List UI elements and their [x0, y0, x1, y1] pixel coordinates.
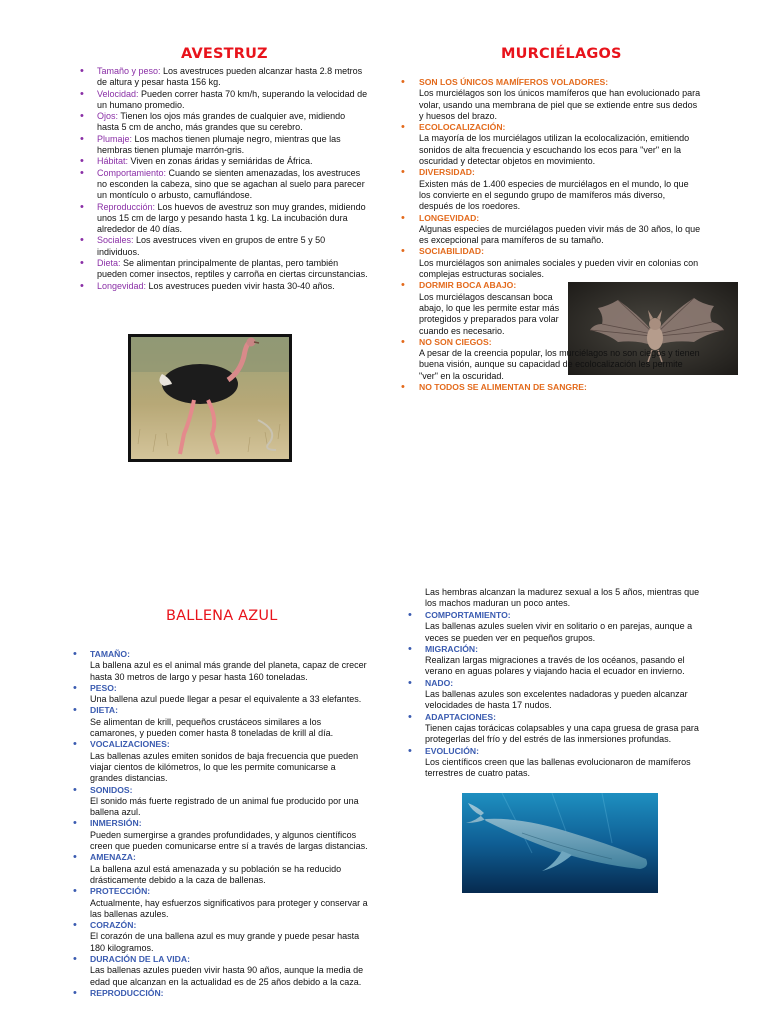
fact-key: • SOCIABILIDAD: [419, 246, 484, 257]
bats-title: MURCIÉLAGOS [501, 46, 622, 62]
whale-fact [425, 678, 700, 712]
fact-key: • EVOLUCIÓN: [425, 745, 479, 756]
ostrich-fact [97, 111, 369, 134]
fact-text: Pueden sumergirse a grandes profundidades, y algunos científicos creen que pueden comunicarse entre sí a través de largas distancias. [90, 829, 368, 852]
fact-text: Los avestruces viven en grupos de entre 5 y 50 individuos. [97, 235, 326, 257]
bat-fact [419, 213, 701, 247]
whale-fact [90, 818, 370, 852]
ostrich-fact [97, 66, 369, 89]
fact-key: Dieta: [97, 258, 121, 269]
fact-key: • NO SON CIEGOS: [419, 336, 492, 347]
bat-fact [419, 122, 701, 167]
fact-text: Existen más de 1.400 especies de murciélagos en el mundo, lo que los convierte en el segundo grupo de mamíferos más diverso, después de los roedores. [419, 178, 689, 212]
fact-text: La mayoría de los murciélagos utilizan la ecolocalización, emitiendo sonidos de alta frecuencia y escuchando los ecos para "ver" en la oscuridad y detectar objetos en movimiento. [419, 133, 690, 167]
fact-text: Los murciélagos son los únicos mamíferos que han evolucionado para volar, usando una membrana de piel que se extiende entre sus dedos y huesos del brazo. [419, 88, 701, 121]
fact-text: El corazón de una ballena azul es muy grande y puede pesar hasta 180 kilogramos. [90, 931, 360, 953]
fact-text: Las ballenas azules pueden vivir hasta 90 años, aunque la media de edad que alcanzan en la actualidad es de 25 años debido a la caza. [90, 965, 364, 987]
bat-facts-list [419, 77, 701, 393]
ostrich-title: AVESTRUZ [181, 46, 268, 62]
fact-key: • PROTECCIÓN: [90, 886, 151, 897]
fact-text: Se alimentan principalmente de plantas, pero también pueden comer insectos, reptiles y carroña en ciertas circunstancias. [97, 258, 368, 280]
ostrich-fact [97, 168, 369, 202]
ostrich-photo [128, 334, 292, 462]
whale-fact [425, 712, 700, 746]
ostrich-fact [97, 134, 369, 157]
whale-fact [90, 852, 370, 886]
fact-key: • MIGRACIÓN: [425, 643, 478, 654]
ostrich-facts-list [97, 66, 369, 292]
whale-title: BALLENA AZUL [166, 608, 278, 624]
fact-text: Se alimentan de krill, pequeños crustáceos similares a los camarones, y pueden comer hasta 8 toneladas de krill al día. [90, 716, 334, 739]
fact-key: • REPRODUCCIÓN: [90, 987, 164, 998]
fact-text: La ballena azul está amenazada y su población se ha reducido drásticamente debido a la caza de ballenas. [90, 863, 342, 885]
fact-key: Comportamiento: [97, 167, 167, 178]
bat-fact [419, 382, 701, 393]
fact-key: • COMPORTAMIENTO: [425, 610, 511, 620]
fact-key: • INMERSIÓN: [90, 818, 142, 829]
fact-text: El sonido más fuerte registrado de un animal fue producido por una ballena azul. [90, 795, 359, 818]
whale-fact [90, 649, 370, 683]
fact-key: • SON LOS ÚNICOS MAMÍFEROS VOLADORES: [419, 77, 609, 87]
fact-text: Los avestruces pueden alcanzar hasta 2.8 metros de altura y pesar hasta 156 kg. [97, 66, 363, 88]
bat-fact [419, 337, 701, 382]
fact-key: • NO TODOS SE ALIMENTAN DE SANGRE: [419, 382, 587, 393]
fact-key: Sociales: [97, 235, 134, 246]
whale-fact [90, 739, 370, 784]
fact-text: Los machos tienen plumaje negro, mientras que las hembras tienen plumaje marrón-gris. [97, 133, 341, 156]
fact-key: • PESO: [90, 682, 117, 693]
fact-key: Hábitat: [97, 156, 129, 167]
whale-fact [425, 644, 700, 678]
ostrich-fact [97, 202, 369, 236]
bat-fact [419, 280, 701, 336]
fact-text: Las ballenas azules suelen vivir en solitario o en parejas, aunque a veces se pueden ver en pequeños grupos. [425, 621, 693, 643]
fact-key: Tamaño y peso: [97, 66, 161, 76]
ostrich-fact [97, 89, 369, 112]
fact-key: Velocidad: [97, 88, 139, 99]
fact-text: Cuando se sienten amenazadas, los avestruces no esconden la cabeza, sino que se agachan al suelo para parecer un montículo o arbusto, camuflándose. [97, 167, 365, 201]
fact-text: Los científicos creen que las ballenas evolucionaron de mamíferos terrestres de cuatro patas. [425, 756, 691, 779]
ostrich-fact [97, 258, 369, 281]
fact-text: Actualmente, hay esfuerzos significativos para proteger y conservar a las ballenas azules. [90, 897, 368, 919]
whale-illustration [462, 793, 658, 893]
fact-text: Los huevos de avestruz son muy grandes, midiendo unos 15 cm de largo y pesando hasta 1 kg. La incubación dura alrededor de 40 días. [97, 201, 366, 235]
fact-key: • VOCALIZACIONES: [90, 739, 170, 750]
fact-key: • NADO: [425, 677, 454, 688]
fact-text: Los murciélagos son animales sociales y pueden vivir en colonias con complejas estructuras sociales. [419, 257, 699, 280]
fact-text: Algunas especies de murciélagos pueden vivir más de 30 años, lo que es excepcional para mamíferos de su tamaño. [419, 223, 701, 246]
fact-text: La ballena azul es el animal más grande del planeta, capaz de crecer hasta 30 metros de largo y pesar hasta 160 toneladas. [90, 660, 367, 682]
fact-key: • DORMIR BOCA ABAJO: [419, 280, 517, 291]
fact-key: • ADAPTACIONES: [425, 711, 496, 722]
whale-fact [90, 705, 370, 739]
ostrich-fact [97, 235, 369, 258]
whale-fact [90, 886, 370, 920]
fact-key: • ECOLOCALIZACIÓN: [419, 122, 506, 133]
fact-key: Reproducción: [97, 201, 156, 212]
fact-text: Realizan largas migraciones a través de los océanos, pasando el verano en aguas polares y viajando hacia el ecuador en invierno. [425, 655, 685, 677]
fact-key: • AMENAZA: [90, 852, 136, 863]
fact-key: • TAMAÑO: [90, 649, 130, 659]
whale-fact [90, 683, 370, 706]
whale-fact [90, 988, 370, 999]
fact-key: • DURACIÓN DE LA VIDA: [90, 954, 190, 965]
whale-fact [90, 785, 370, 819]
bat-fact [419, 77, 701, 122]
fact-key: Ojos: [97, 111, 119, 122]
ostrich-illustration [128, 334, 292, 462]
whale-photo [462, 793, 658, 893]
bat-fact [419, 167, 701, 212]
whale-facts-list-continued [425, 610, 700, 779]
fact-text: Viven en zonas áridas y semiáridas de África. [128, 156, 313, 167]
whale-continued-text: Las hembras alcanzan la madurez sexual a los 5 años, mientras que los machos maduran un poco antes. [425, 587, 700, 609]
fact-key: • SONIDOS: [90, 784, 133, 795]
fact-text: Tienen los ojos más grandes de cualquier ave, midiendo hasta 5 cm de ancho, más grandes que su cerebro. [97, 111, 346, 133]
fact-key: • DIVERSIDAD: [419, 167, 475, 178]
fact-key: Plumaje: [97, 133, 133, 144]
ostrich-fact [97, 281, 369, 292]
fact-text: Las ballenas azules emiten sonidos de baja frecuencia que pueden viajar cientos de kilómetros, lo que les permite comunicarse a grandes distancias. [90, 750, 359, 784]
fact-text: Las ballenas azules son excelentes nadadoras y pueden alcanzar velocidades de hasta 17 nudos. [425, 689, 688, 711]
fact-text: Una ballena azul puede llegar a pesar el equivalente a 33 elefantes. [90, 694, 362, 705]
whale-fact [90, 954, 370, 988]
fact-text: Los murciélagos descansan boca abajo, lo que les permite estar más protegidos y preparados para volar cuando es necesario. [419, 291, 560, 336]
fact-text: Los avestruces pueden vivir hasta 30-40 años. [146, 280, 335, 291]
fact-text: Tienen cajas torácicas colapsables y una capa gruesa de grasa para protegerlas del frío y del estrés de las inmersiones profundas. [425, 722, 699, 745]
fact-key: • CORAZÓN: [90, 920, 137, 931]
fact-text: Pueden correr hasta 70 km/h, superando la velocidad de un humano promedio. [97, 88, 368, 110]
fact-key: • LONGEVIDAD: [419, 212, 480, 223]
whale-fact [425, 610, 700, 644]
fact-key: Longevidad: [97, 280, 147, 291]
fact-key: • DIETA: [90, 705, 119, 716]
whale-facts-list [90, 649, 370, 999]
ostrich-fact [97, 156, 369, 167]
fact-text: A pesar de la creencia popular, los murciélagos no son ciegos y tienen buena visión, aunque su capacidad de ecolocalización les permite "ver" en la oscuridad. [419, 348, 700, 381]
bat-fact [419, 246, 701, 280]
whale-fact [90, 920, 370, 954]
whale-fact [425, 746, 700, 780]
